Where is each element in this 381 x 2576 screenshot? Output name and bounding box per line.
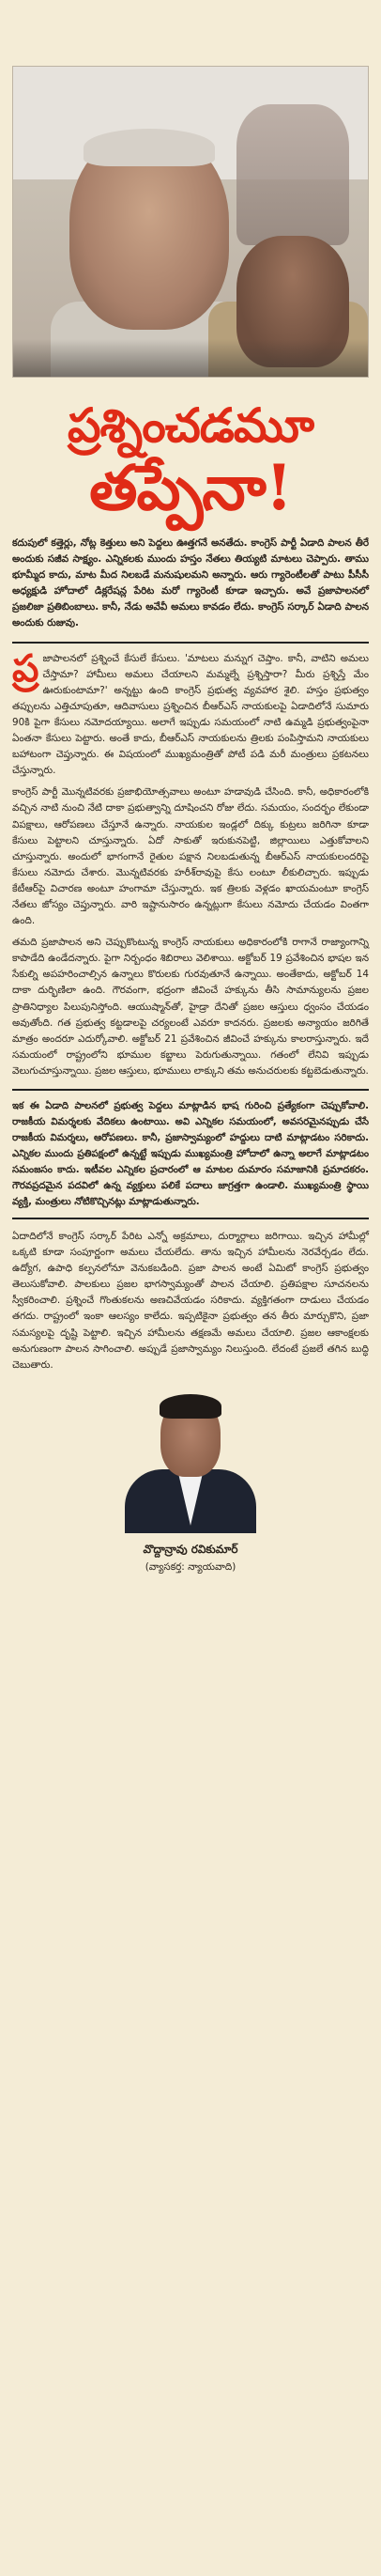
author-name: వొద్దాన్రావు రవికుమార్: [143, 1542, 238, 1556]
paragraph-2: కాంగ్రెస్ పార్టీ మొన్నటివరకు ప్రజాభియోత్సవాలు అంటూ హడావుడి చేసింది. కానీ, అధికారంలోకి వచ్చిన నాటి నుంచి నేటి దాకా ప్రభుత్వాన్ని దూషించని రోజు లేదు. సమయం, సందర్భం లేకుండా విపక్షాలు, ఆరోపణలు చేస్తూనే ఉన్నారు. నాయకుల ఇండ్లలో దిక్కు కుట్రలు జరిగినా కూడా కేసులు పెట్టాలని చూస్తున్నారు. ఏదో సాకుతో ఇరుకునపెట్టి, జిల్లాయిలు ఎత్తుకోవాలని చూస్తున్నారు. అందులో భాగంగానే రైతుల పక్షాన నిలబడుతున్న బీఆర్ఎస్ నాయకులందరిపై కేసులు నమోదు చేశారు. మొన్నటివరకు హరీశ్‌రావుపై కేసు లంటూ లీకులిచ్చారు. ఇప్పుడు కేటీఆర్‌పై విచారణ అంటూ హంగామా చేస్తున్నారు. ఇక త్రిలకు వెళ్లడం ఖాయమంటూ కాంగ్రెస్ నేతలు జోస్యం చెప్తున్నారు. వారి ఇష్టానుసారం ఉన్నట్లుగా కేసులు నమోదు చేయడం వింతగా ఉంది.: [12, 786, 369, 927]
paragraph-1: [12, 645, 369, 780]
paragraph-3: తమది ప్రజాపాలన అని చెప్పుకొంటున్న కాంగ్రెస్ నాయకులు అధికారంలోకి రాగానే రాజ్యాంగాన్ని కాపాడేది ఉండేదన్నారు. పైగా నిర్బంధం శిబిరాలు వెలిశాయి. అక్టోబర్ 19 ప్రవేశించిన భాషల ఇన సేకుల్ని అపహరించాల్సిన ఉన్నాలు కొరులకు గురవుతూనే ఉన్నాయి. అంతేకాదు, అక్టోబర్ 14 దాకా దుర్భిణిలా ఉంది. గౌరవంగా, భద్రంగా జీవించే హక్కును తీసి సామాన్యులను ప్రజల ప్రాతినిధ్యాల పిలుపునిస్తోంది. ఆయుష్మాన్‌తో, హైడ్రా దేనితో ప్రజల ఆస్తులు ధ్వంసం చేయడం అవుతోంది. గత ప్రభుత్వ కట్టడాలపై చర్యలంటే ఎవరూ కాదనరు. ప్రజలకు అన్యాయం జరిగితే మాత్రం అందరూ ఎదుర్కోవాలి. అక్టోబర్ 21 ప్రవేశించిన జీవించే హక్కును కాలరాస్తున్నారు. ఇదే సమయంలో రాష్ట్రంలోని భూముల కబ్జాలు పెరుగుతున్నాయి. గతంలో లేనివి ఇప్పుడు వెలుగుచూస్తున్నాయి. ప్రజల ఆస్తులు, భూములు లాక్కుని తమ అనుచరులకు కట్టబెడుతున్నారు.: [12, 937, 369, 1077]
article-body: [12, 535, 369, 1373]
pull-quote: ఇక ఈ ఏడాది పాలనలో ప్రభుత్వ పెద్దలు మాట్లాడిన భాష గురించి ప్రత్యేకంగా చెప్పుకోవాలి. రాజకీయ విమర్శలకు వేదికలు ఉంటాయి. అవి ఎన్నికల సమయంలో, అవసరమైనప్పుడు చేసే రాజకీయ విమర్శలు, ఆరోపణలు. కానీ, ప్రజాస్వామ్యంలో హద్దులు దాటి మాట్లాడటం సరికాదు. ఎన్నికల ముందు ప్రతిపక్షంలో ఉన్నట్టే ఇప్పుడు ముఖ్యమంత్రి హోదాలో ఉన్నా అలాగే మాట్లాడటం సమంజసం కాదు. ఇటీవల ఎన్నికల ప్రచారంలో ఆ మాటల దుమారం సమాజానికి ప్రమాదకరం. గౌరవప్రదమైన పదవిలో ఉన్న వ్యక్తులు పలికే పదాలు జాగ్రత్తగా ఉండాలి. ముఖ్యమంత్రి స్థాయి వ్యక్తి, మంత్రులు నోటికొచ్చినట్లు మాట్లాడుతున్నారు.: [12, 1089, 369, 1219]
headline: [12, 398, 369, 522]
divider: [12, 642, 369, 644]
photo-foreground: [13, 339, 368, 377]
headline-line-2: తప్పేనా!: [89, 451, 292, 524]
paragraph-1-text: జాపాలనలో ప్రశ్నించే కేసులే కేసులు. 'మాటలు మన్నుగ చెప్తాం. కానీ, వాటిని అమలు చేస్తామా? హామీలు అమలు చేయాలని మమ్మల్నే ప్రశ్నిస్తారా? మీరు ప్రశ్నిస్తే మేం ఊరుకుంటామా?' అన్నట్టు ఉంది కాంగ్రెస్ ప్రభుత్వ వ్యవహార శైలి. హస్తం ప్రభుత్వం తప్పులను ఎత్తిచూపుతూ, ఆదివాసులు ప్రశ్నించిన బీఆర్ఎస్ నాయకులపై ఏడాదిలోనే సుమారు 90కి పైగా కేసులు నమోదయ్యాయి. అలాగే ఇప్పుడు సమయంలో నాటి ఉమ్మడి ప్రభుత్వంపైనా ఏంతనా కేసులు పెట్టారు. అంతే కాదు, బీఆర్ఎస్ నాయకులను త్రిలకు పంపిస్తామని నాయకులు బహాటంగా చెప్తున్నారు. ఈ విషయంలో ముఖ్యమంత్రితో పోటీ పడి మరీ మంత్రులు ప్రకటనలు చేస్తున్నారు.: [12, 652, 369, 777]
author-role: (వ్యాసకర్త: న్యాయవాది): [145, 1560, 236, 1573]
article-photo: [12, 66, 369, 378]
author-block: [12, 1392, 369, 1575]
article: [12, 0, 369, 1575]
dropcap: ప్ర: [12, 645, 39, 691]
author-photo: [115, 1392, 266, 1533]
closing-paragraph: ఏదాదిలోనే కాంగ్రెస్ సర్కార్ పేరిట ఎన్నో అక్రమాలు, దుర్మార్గాలు జరిగాయి. ఇచ్చిన హామీల్లో ఒక్కటి కూడా సంపూర్ణంగా అమలు చేయలేదు. తాను ఇచ్చిన హామీలను నెరవేర్చడం లేదు. ఉద్యోగ, ఉపాధి కల్పనలోనూ వెనుకబడింది. ప్రజా పాలన అంటే ఏమిటో కాంగ్రెస్ ప్రభుత్వం తెలుసుకోవాలి. పాలకులు ప్రజల భాగస్వామ్యంతో పాలన చేయాలి. ప్రతిపక్షాల సూచనలను స్వీకరించాలి. ప్రశ్నించే గొంతుకలను అణచివేయడం సరికాదు. వ్యక్తిగతంగా దాడులు చేయడం తగదు. రాష్ట్రంలో ఇంకా ఆలస్యం కాలేదు. ఇప్పటికైనా ప్రభుత్వం తన తీరు మార్చుకొని, ప్రజా సమస్యలపై దృష్టి పెట్టాలి. ఇచ్చిన హామీలను తక్షణమే అమలు చేయాలి. ప్రజల ఆకాంక్షలకు అనుగుణంగా పాలన సాగించాలి. అప్పుడే ప్రజాస్వామ్యం నిలుస్తుంది. లేదంటే ప్రజలే తగిన బుద్ధి చెబుతారు.: [12, 1231, 369, 1371]
photo-person-hair: [84, 129, 215, 166]
lead-paragraph: కదుపులో కత్తెర్లు, నోట్ల కెత్తులు అని పెద్దలు ఊత్తగనే అనతేదు. కాంగ్రెస్ పార్టీ ఏడాది పాలన తీరే అందుకు సజీవ సాక్ష్యం. ఎన్నికలకు ముందు హస్తం నేతలు తియ్యటి మాటలు చెప్పారు. తాము భూమ్మీద కాదు, మాట మీద నిలబడే మనుషులమని అన్నారు. ఆరు గ్యారెంటీలతో పాటు పీసీసీ అధ్యక్షుడి హోదాలో డిక్లరేషన్ల పేరిట మరో గ్యారెంటీ కూడా ఇచ్చారు. అవే ప్రజాపాలనలో ప్రజలిజా ప్రతిబింబాలు. కానీ, నేడు అవేవీ అమలు కావడం లేదు. కాంగ్రెస్ సర్కార్ ఏడాది పాలన అందుకు రుజువు.: [12, 537, 369, 629]
author-hair: [160, 1394, 221, 1419]
photo-crowd: [236, 104, 349, 245]
headline-line-1: ప్రశ్నించడమూ: [68, 397, 313, 453]
